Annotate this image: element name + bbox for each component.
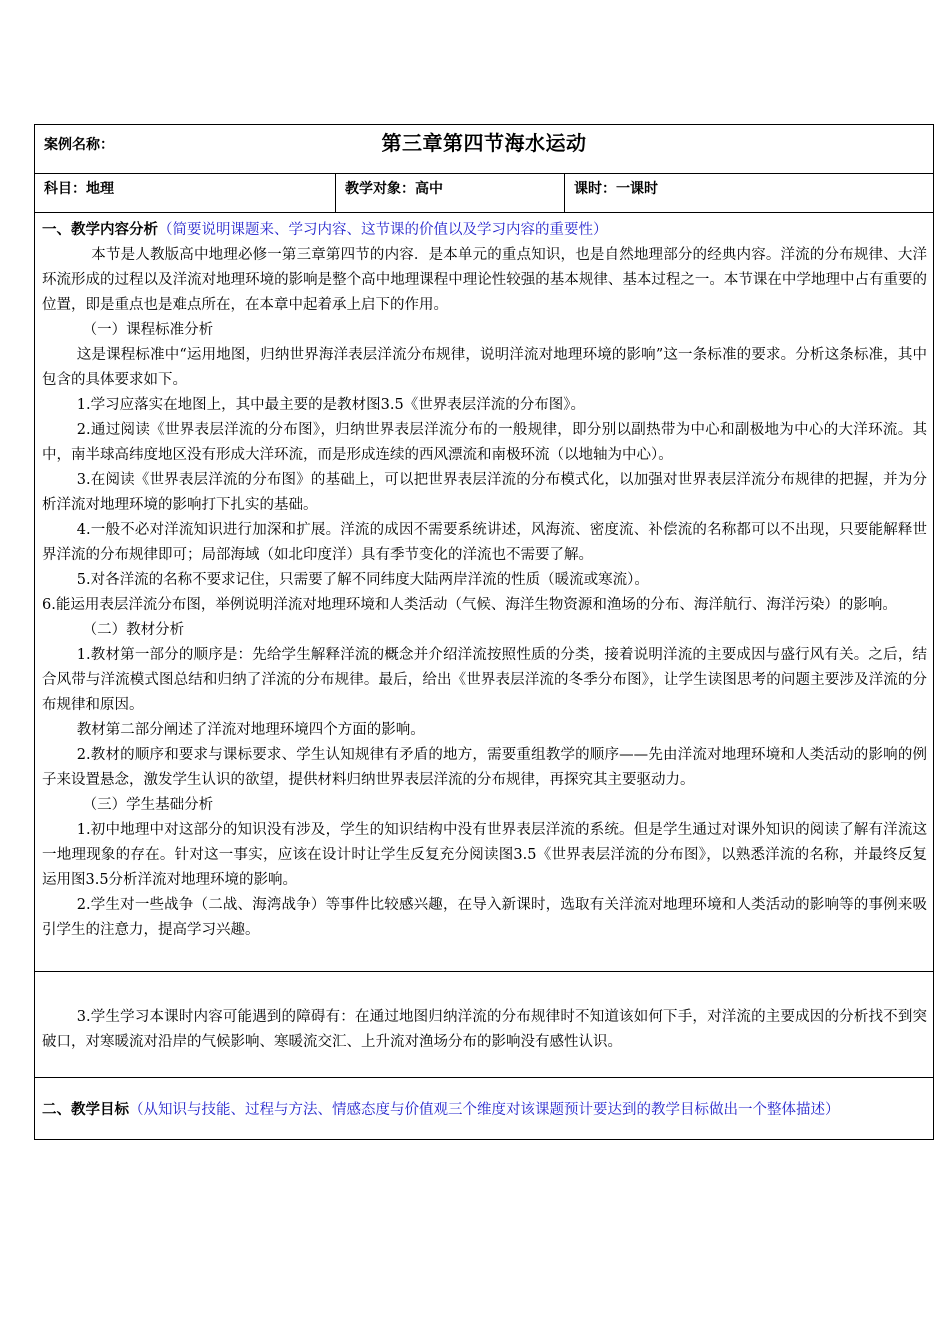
sub2-title: （二）教材分析 [82, 622, 185, 638]
section1-intro: 本节是人教版高中地理必修一第三章第四节的内容．是本单元的重点知识，也是自然地理部分的经典内容。洋流的分布规律、大洋环流形成的过程以及洋流对地理环境的影响是整个高中地理课程中理论性较强的基本规律、基本过程之一。本节课在中学地理中占有重要的位置，即是重点也是难点所在，在本章中起着承上启下的作用。 [42, 247, 928, 313]
teaching-goals-row [35, 1078, 934, 1140]
sub2-item-3: 2.教材的顺序和要求与课标要求、学生认知规律有矛盾的地方，需要重组教学的顺序——先由洋流对地理环境和人类活动的影响的例子来设置悬念，激发学生认识的欲望，提供材料归纳世界表层洋流的分布规律，再探究其主要驱动力。 [42, 747, 928, 788]
section2-heading-line [42, 1097, 927, 1123]
meta-row [35, 174, 934, 213]
content-analysis-cell [35, 213, 934, 972]
section1-heading: 一、教学内容分析 [42, 221, 158, 238]
title-cell [35, 125, 934, 174]
content-analysis-row [35, 213, 934, 972]
lesson-plan-table [34, 124, 934, 1140]
title-row [35, 125, 934, 174]
section1-hint: （简要说明课题来、学习内容、这节课的价值以及学习内容的重要性） [158, 222, 608, 238]
case-title: 第三章第四节海水运动 [381, 131, 587, 155]
sub1-item-6: 6.能运用表层洋流分布图，举例说明洋流对地理环境和人类活动（气候、海洋生物资源和渔场的分布、海洋航行、海洋污染）的影响。 [42, 597, 897, 613]
case-name-label: 案例名称： [44, 137, 114, 153]
sub1-item-3: 3.在阅读《世界表层洋流的分布图》的基础上，可以把世界表层洋流的分布模式化，以加强对世界表层洋流分布规律的把握，并为分析洋流对地理环境的影响打下扎实的基础。 [42, 472, 928, 513]
sub1-item-2: 2.通过阅读《世界表层洋流的分布图》，归纳世界表层洋流分布的一般规律，即分别以副热带为中心和副极地为中心的大洋环流。其中，南半球高纬度地区没有形成大洋环流，而是形成连续的西风漂流和南极环流（以地轴为中心）。 [42, 422, 928, 463]
section2-hint: （从知识与技能、过程与方法、情感态度与价值观三个维度对该课题预计要达到的教学目标做出一个整体描述） [129, 1101, 840, 1118]
sub1-item-4: 4.一般不必对洋流知识进行加深和扩展。洋流的成因不需要系统讲述，风海流、密度流、补偿流的名称都可以不出现，只要能解释世界洋流的分布规律即可；局部海域（如北印度洋）具有季节变化的洋流也不需要了解。 [42, 522, 928, 563]
sub1-title: （一）课程标准分析 [82, 322, 214, 338]
section1-heading-line [42, 217, 927, 243]
audience-cell: 教学对象：高中 [336, 174, 565, 213]
obstacles-cell [35, 972, 934, 1078]
sub3-item-1: 1.初中地理中对这部分的知识没有涉及，学生的知识结构中没有世界表层洋流的系统。但是学生通过对课外知识的阅读了解有洋流这一地理现象的存在。针对这一事实，应该在设计时让学生反复充分阅读图3.5《世界表层洋流的分布图》，以熟悉洋流的名称，并最终反复运用图3.5分析洋流对地理环境的影响。 [42, 822, 928, 888]
duration-cell: 课时：一课时 [565, 174, 934, 213]
teaching-goals-cell [35, 1078, 934, 1140]
sub3-title: （三）学生基础分析 [82, 797, 214, 813]
sub1-intro: 这是课程标准中“运用地图，归纳世界海洋表层洋流分布规律，说明洋流对地理环境的影响”这一条标准的要求。分析这条标准，其中包含的具体要求如下。 [42, 347, 928, 388]
sub1-item-1: 1.学习应落实在地图上，其中最主要的是教材图3.5《世界表层洋流的分布图》。 [76, 397, 585, 413]
subject-cell: 科目：地理 [35, 174, 336, 213]
lesson-plan-document [34, 124, 933, 1140]
sub3-item-2: 2.学生对一些战争（二战、海湾战争）等事件比较感兴趣，在导入新课时，选取有关洋流对地理环境和人类活动的影响等的事例来吸引学生的注意力，提高学习兴趣。 [42, 897, 928, 938]
obstacles-row [35, 972, 934, 1078]
sub3-item-3: 3.学生学习本课时内容可能遇到的障碍有：在通过地图归纳洋流的分布规律时不知道该如何下手，对洋流的主要成因的分析找不到突破口，对寒暖流对沿岸的气候影响、寒暖流交汇、上升流对渔场分布的影响没有感性认识。 [42, 1008, 928, 1050]
section2-heading: 二、教学目标 [42, 1100, 129, 1118]
sub1-item-5: 5.对各洋流的名称不要求记住，只需要了解不同纬度大陆两岸洋流的性质（暖流或寒流）。 [76, 572, 649, 588]
sub2-item-1: 1.教材第一部分的顺序是：先给学生解释洋流的概念并介绍洋流按照性质的分类，接着说明洋流的主要成因与盛行风有关。之后，结合风带与洋流模式图总结和归纳了洋流的分布规律。最后，给出《世界表层洋流的冬季分布图》，让学生读图思考的问题主要涉及洋流的分布规律和原因。 [42, 647, 928, 713]
sub2-item-2: 教材第二部分阐述了洋流对地理环境四个方面的影响。 [76, 722, 425, 738]
